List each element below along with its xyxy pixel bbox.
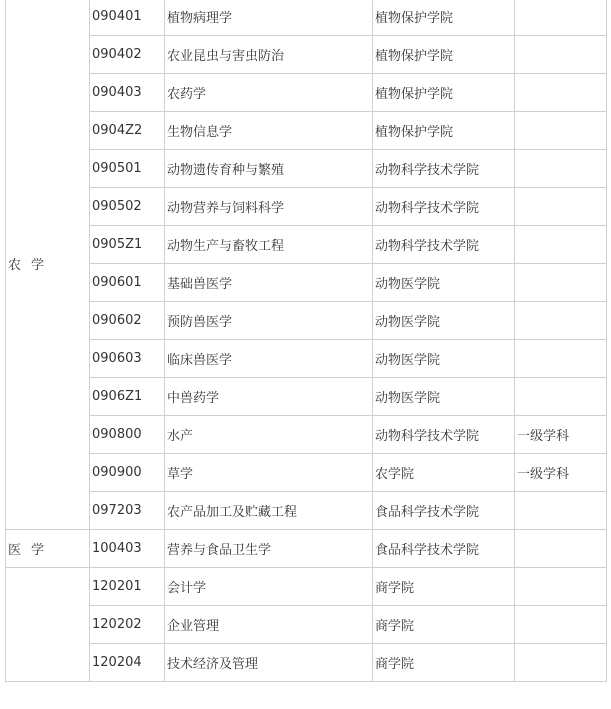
- college-cell: 动物科学技术学院: [373, 150, 515, 188]
- major-name-cell: 中兽药学: [165, 378, 373, 416]
- table-row: [6, 416, 607, 454]
- code-cell: 090800: [90, 416, 165, 454]
- note-cell: [515, 264, 607, 302]
- college-cell: 动物医学院: [373, 378, 515, 416]
- note-cell: [515, 340, 607, 378]
- major-name-cell: 企业管理: [165, 606, 373, 644]
- major-name-cell: 营养与食品卫生学: [165, 530, 373, 568]
- code-cell: 0904Z2: [90, 112, 165, 150]
- college-cell: 植物保护学院: [373, 36, 515, 74]
- major-name-cell: 基础兽医学: [165, 264, 373, 302]
- major-name-cell: 植物病理学: [165, 0, 373, 36]
- table-row: [6, 188, 607, 226]
- majors-table-body: [6, 0, 607, 682]
- college-cell: 动物医学院: [373, 340, 515, 378]
- major-name-cell: 技术经济及管理: [165, 644, 373, 682]
- table-row: [6, 378, 607, 416]
- college-cell: 动物科学技术学院: [373, 226, 515, 264]
- table-row: [6, 302, 607, 340]
- note-cell: [515, 530, 607, 568]
- college-cell: 商学院: [373, 606, 515, 644]
- category-label: 医 学: [8, 543, 45, 558]
- major-name-cell: 水产: [165, 416, 373, 454]
- note-cell: [515, 568, 607, 606]
- code-cell: 0905Z1: [90, 226, 165, 264]
- college-cell: 动物科学技术学院: [373, 188, 515, 226]
- table-row: [6, 36, 607, 74]
- college-cell: 动物科学技术学院: [373, 416, 515, 454]
- table-row: [6, 340, 607, 378]
- college-cell: 植物保护学院: [373, 0, 515, 36]
- major-name-cell: 农产品加工及贮藏工程: [165, 492, 373, 530]
- college-cell: 农学院: [373, 454, 515, 492]
- code-cell: 090601: [90, 264, 165, 302]
- code-cell: 0906Z1: [90, 378, 165, 416]
- note-cell: 一级学科: [515, 416, 607, 454]
- major-name-cell: 临床兽医学: [165, 340, 373, 378]
- college-cell: 动物医学院: [373, 302, 515, 340]
- code-cell: 090403: [90, 74, 165, 112]
- college-cell: 植物保护学院: [373, 74, 515, 112]
- college-cell: 植物保护学院: [373, 112, 515, 150]
- major-name-cell: 农药学: [165, 74, 373, 112]
- code-cell: 120201: [90, 568, 165, 606]
- note-cell: [515, 492, 607, 530]
- table-row: [6, 454, 607, 492]
- college-cell: 食品科学技术学院: [373, 492, 515, 530]
- note-cell: [515, 644, 607, 682]
- table-row: [6, 644, 607, 682]
- note-cell: [515, 378, 607, 416]
- major-name-cell: 会计学: [165, 568, 373, 606]
- major-name-cell: 生物信息学: [165, 112, 373, 150]
- major-name-cell: 动物营养与饲料科学: [165, 188, 373, 226]
- code-cell: 097203: [90, 492, 165, 530]
- table-row: [6, 150, 607, 188]
- table-row: [6, 226, 607, 264]
- code-cell: 120204: [90, 644, 165, 682]
- table-row: [6, 74, 607, 112]
- table-row: [6, 530, 607, 568]
- table-row: [6, 112, 607, 150]
- code-cell: 090603: [90, 340, 165, 378]
- note-cell: [515, 188, 607, 226]
- code-cell: 090501: [90, 150, 165, 188]
- code-cell: 100403: [90, 530, 165, 568]
- note-cell: [515, 36, 607, 74]
- category-label: 农 学: [8, 258, 45, 273]
- note-cell: 一级学科: [515, 454, 607, 492]
- major-name-cell: 草学: [165, 454, 373, 492]
- table-row: [6, 568, 607, 606]
- code-cell: 090602: [90, 302, 165, 340]
- code-cell: 090502: [90, 188, 165, 226]
- code-cell: 090402: [90, 36, 165, 74]
- table-row: [6, 492, 607, 530]
- note-cell: [515, 74, 607, 112]
- college-cell: 商学院: [373, 568, 515, 606]
- note-cell: [515, 302, 607, 340]
- major-name-cell: 农业昆虫与害虫防治: [165, 36, 373, 74]
- college-cell: 食品科学技术学院: [373, 530, 515, 568]
- major-name-cell: 动物生产与畜牧工程: [165, 226, 373, 264]
- category-cell: [6, 0, 90, 530]
- category-cell: [6, 568, 90, 682]
- note-cell: [515, 0, 607, 36]
- major-name-cell: 动物遗传育种与繁殖: [165, 150, 373, 188]
- code-cell: 090401: [90, 0, 165, 36]
- table-row: [6, 606, 607, 644]
- majors-table: [5, 0, 607, 682]
- college-cell: 动物医学院: [373, 264, 515, 302]
- major-name-cell: 预防兽医学: [165, 302, 373, 340]
- code-cell: 120202: [90, 606, 165, 644]
- college-cell: 商学院: [373, 644, 515, 682]
- table-row: [6, 0, 607, 36]
- note-cell: [515, 112, 607, 150]
- category-cell: [6, 530, 90, 568]
- note-cell: [515, 226, 607, 264]
- code-cell: 090900: [90, 454, 165, 492]
- note-cell: [515, 606, 607, 644]
- table-row: [6, 264, 607, 302]
- note-cell: [515, 150, 607, 188]
